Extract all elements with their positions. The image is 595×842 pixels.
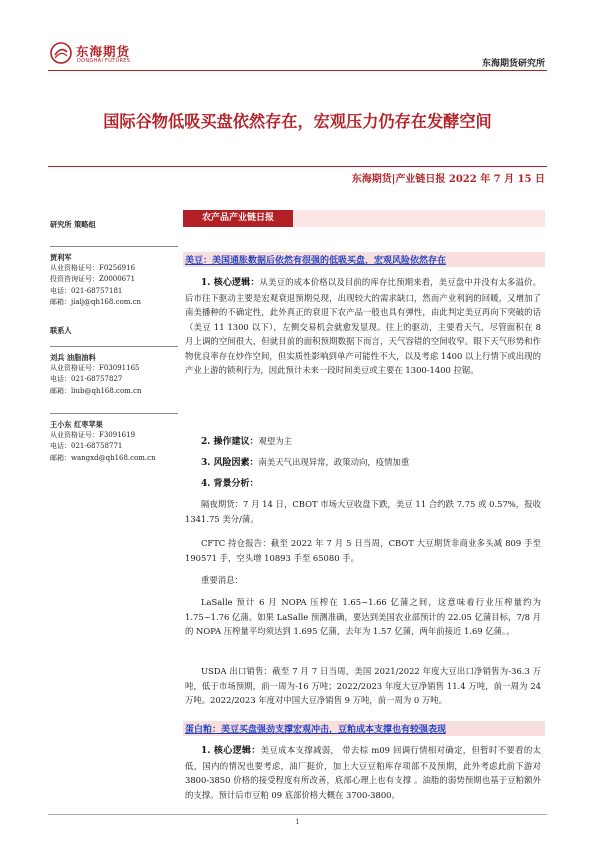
left-divider [50, 246, 178, 247]
soy-paragraph-cftc: CFTC 持仓报告：截至 2022 年 7 月 5 日当周，CBOT 大豆期货非商业多头减 809 手至 190571 手，空头增 10893 手至 65080 手。 [185, 538, 541, 563]
soy-logic-text: 从美豆的成本价格以及目前的库存比预期来看，美豆盘中并没有太多溢价。后市往下驱动主要是宏观衰退预期兑现，出现较大的需求缺口，然而产业利润的回暖，又增加了南美播种的不确定性，此外真正的衰退下农产品一般也具有弹性，由此判定美豆再向下突破的话（美豆 11 1300 以下），左侧交易机会就愈发显现。往上的驱动，主要看天气，尽管面积在 8 月上调的空间很大，但就目前的面积预期数据下而言，天气容错的空间收窄。眼下天气形势和作物优良率存在炒作空间，但实质性影响到单产可能性不大，以及考虑 1400 以上行情下或出现的产业上游的锁利行为，因此预计未来一段时间美豆或主要在 1300-1400 拉锯。 [185, 277, 542, 375]
author-email: 邮箱：jialj@qh168.com.cn [50, 297, 141, 306]
soy-heading: 美豆：美国通胀数据后依然有很强的低吸买盘，宏观风险依然存在 [185, 256, 447, 266]
header-divider [48, 70, 547, 71]
report-title: 国际谷物低吸买盘依然存在，宏观压力仍存在发酵空间 [103, 112, 492, 131]
meal-logic-text: 美豆成本支撑减弱， 带去棕 m09 回调行情相对确定，但暂时不要看的太低，国内的情况也要考虑，油厂挺价，加上大豆豆粕库存项部不及预期，此外考虑此前下游对 3800-3850 价格的接受程度有所改善，底部心理上也有支撑 。油脂的弱势预期也基于豆粕额外的支撑。预计后市豆粕 09 底部价格大概在 3700-3800。 [185, 745, 541, 800]
meal-logic-label: 1. 核心逻辑： [201, 746, 261, 756]
author-block [50, 252, 178, 308]
soy-background [185, 476, 541, 492]
contact-line: 电话：021-68758771 [50, 442, 123, 451]
contact-name: 刘兵 油脂油料 [50, 353, 96, 362]
contact-block [50, 419, 178, 464]
section-tag: 农产品产业链日报 [183, 210, 293, 227]
contact-line: 从业资格证号：F3091619 [50, 431, 136, 440]
contact-name: 王小东 红枣苹果 [50, 420, 103, 429]
footer-divider [48, 814, 547, 815]
logo-text-cn: 东海期货 [76, 44, 131, 59]
soy-logic [185, 275, 541, 378]
contact-line: 从业资格证号：F03091165 [50, 364, 140, 373]
report-divider [48, 166, 547, 167]
soy-paragraph-news-label: 重要消息： [201, 575, 243, 585]
page-number: 1 [295, 818, 300, 826]
author-line: 电话：021-68757181 [50, 286, 123, 295]
soy-paragraph-futures: 隔夜期货：7 月 14 日，CBOT 市场大豆收盘下跌，美豆 11 合约跌 7.75 或 0.57%，报收 1341.75 美分/蒲。 [185, 499, 541, 524]
contact-email: 邮箱：liub@qh168.com.cn [50, 386, 142, 395]
soy-advice-label: 2. 操作建议： [201, 437, 259, 447]
company-logo [50, 40, 150, 70]
soy-paragraph-lasalle: LaSalle 预计 6 月 NOPA 压榨在 1.65~1.66 亿蒲之间，这意味着行业压榨量约为 1.75~1.76 亿蒲。如果 LaSalle 预测准确，要达到美国农业部预计的 22.05 亿蒲目标，7/8 月的 NOPA 压榨量平均须达到 1.695 亿蒲，去年为 1.57 亿蒲，两年前接近 1.69 亿蒲。。 [185, 597, 541, 636]
soy-risk-text: 南美天气出现异常，政策动向，疫情加重 [258, 457, 410, 467]
author-line: 从业资格证号：F0256916 [50, 264, 136, 273]
meal-logic [185, 743, 541, 802]
soy-advice [185, 434, 541, 450]
research-group: 研究所 策略组 [50, 220, 96, 229]
soy-advice-text: 观望为主 [258, 436, 293, 446]
donghai-logo-icon [50, 42, 72, 64]
contacts-label: 联系人 [50, 326, 72, 335]
soy-paragraph-usda: USDA 出口销售：截至 7 月 7 日当周，美国 2021/2022 年度大豆出口净销售为-36.3 万吨，低于市场预期，前一周为-16 万吨；2022/2023 年度大豆净销售 11.4 万吨，前一周为 24 万吨。2022/2023 年度对中国大豆净销售 9 万吨，前一周为 0 万吨。 [185, 666, 541, 705]
soy-logic-label: 1. 核心逻辑： [201, 278, 260, 288]
left-divider [50, 413, 178, 414]
author-name: 贾利军 [50, 253, 72, 262]
logo-text-en: DONGHAI FUTURES [77, 58, 131, 64]
soy-background-label: 4. 背景分析： [201, 479, 259, 489]
meal-heading: 蛋白粕：美豆买盘强劲支撑宏观冲击，豆粕成本支撑也有较强表现 [185, 725, 447, 735]
contact-line: 电话：021-68757827 [50, 375, 123, 384]
report-date-line: 东海期货|产业链日报 2022 年 7 月 15 日 [351, 174, 545, 185]
org-name: 东海期货研究所 [481, 59, 545, 69]
contact-block [50, 352, 178, 397]
author-line: 投资咨询证号：Z0000671 [50, 275, 136, 284]
soy-risk [185, 455, 541, 471]
soy-risk-label: 3. 风险因素： [201, 458, 259, 468]
contact-email: 邮箱：wangxd@qh168.com.cn [50, 453, 156, 462]
left-divider [50, 346, 178, 347]
